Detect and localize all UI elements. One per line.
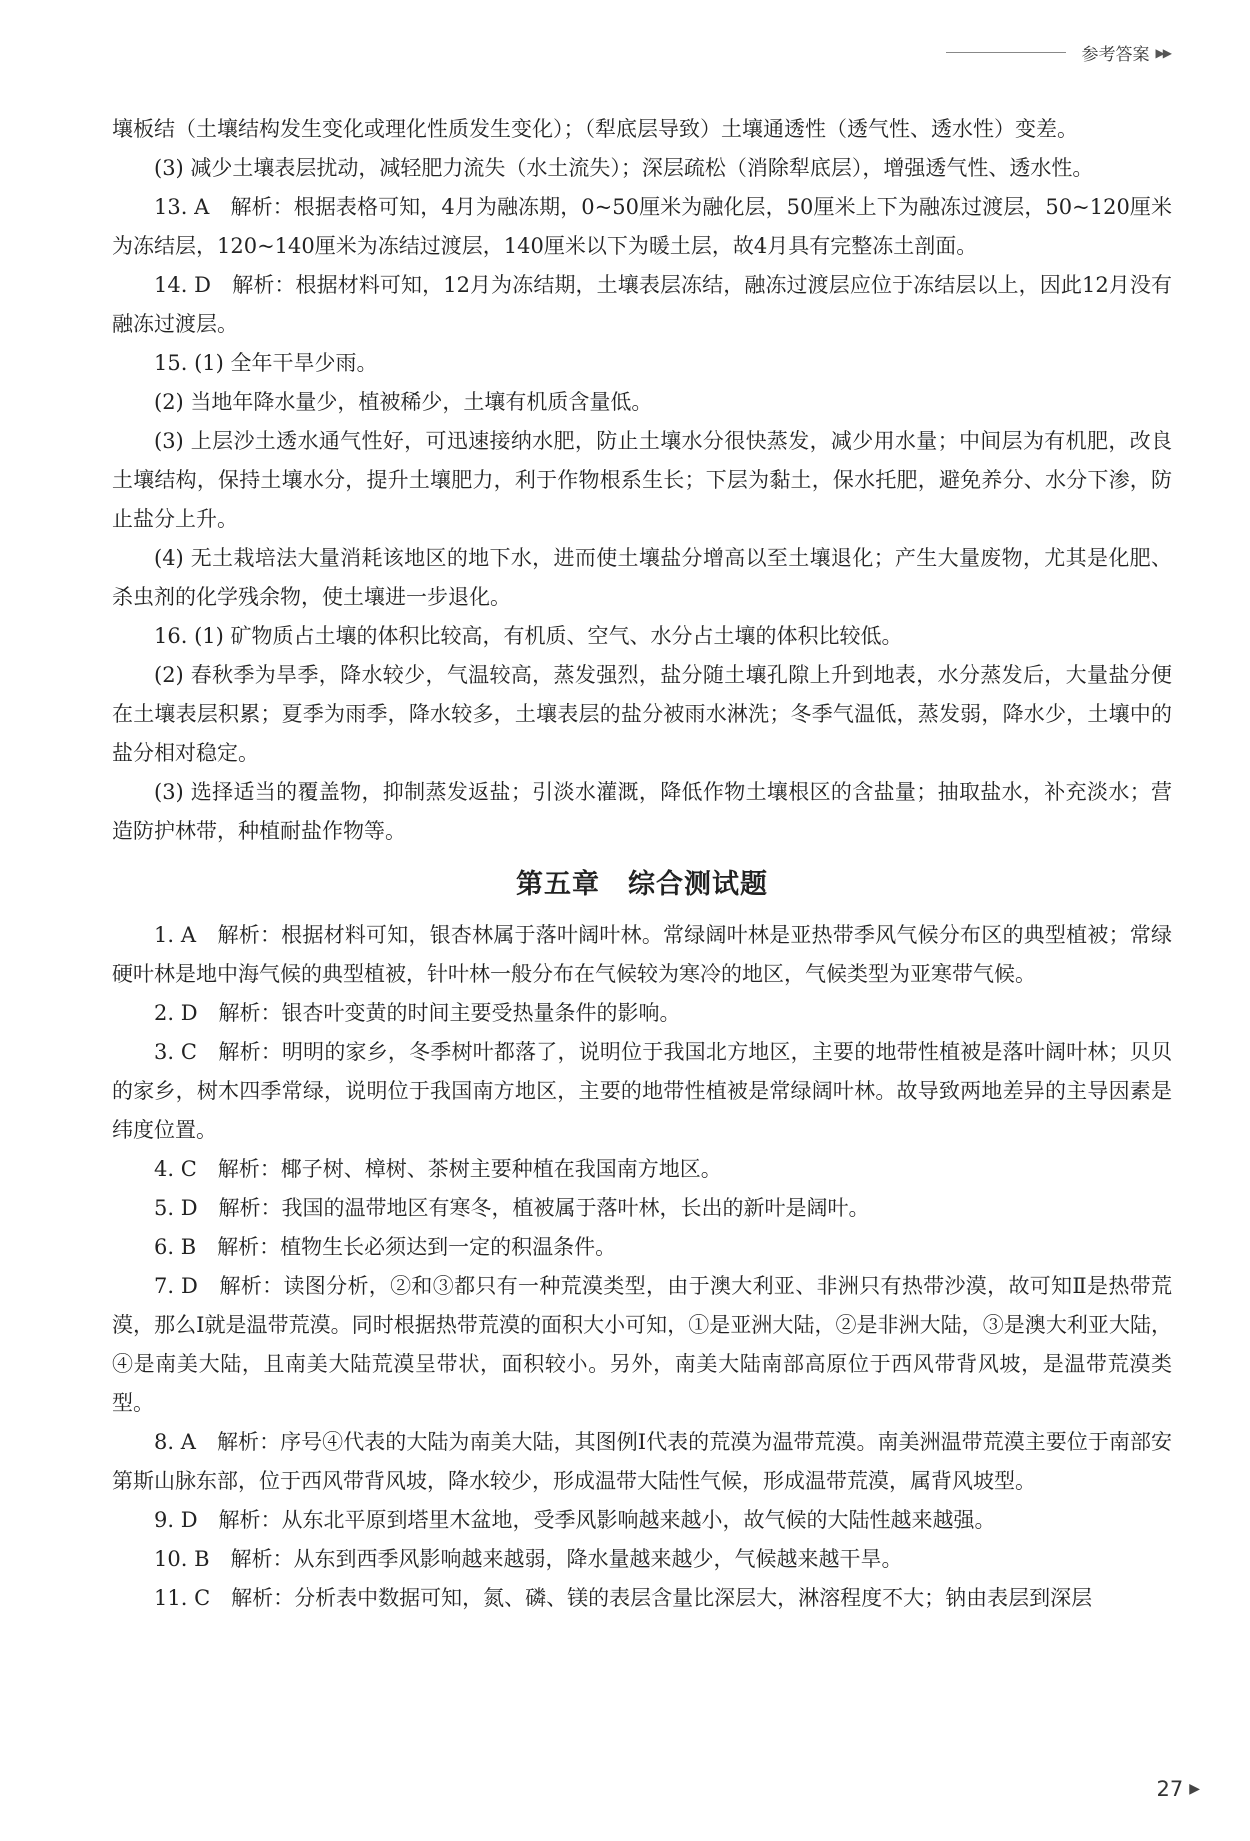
answer-paragraph: 8. A 解析：序号④代表的大陆为南美大陆，其图例Ⅰ代表的荒漠为温带荒漠。南美洲温带荒漠主要位于南部安第斯山脉东部，位于西风带背风坡，降水较少，形成温带大陆性气候，形成温带荒漠，属背风坡型。 (112, 1430, 1172, 1493)
answer-paragraph: 15. (1) 全年干旱少雨。 (154, 351, 378, 375)
answer-paragraph: (2) 当地年降水量少，植被稀少，土壤有机质含量低。 (154, 390, 653, 414)
answer-paragraph: 5. D 解析：我国的温带地区有寒冬，植被属于落叶林，长出的新叶是阔叶。 (154, 1196, 870, 1220)
answer-paragraph: 2. D 解析：银杏叶变黄的时间主要受热量条件的影响。 (154, 1001, 681, 1025)
top-section (112, 110, 1172, 851)
header-arrows-icon: ▶▶ (1155, 45, 1170, 60)
answer-paragraph: (3) 上层沙土透水通气性好，可迅速接纳水肥，防止土壤水分很快蒸发，减少用水量；中间层为有机肥，改良土壤结构，保持土壤水分，提升土壤肥力，利于作物根系生长；下层为黏土，保水托肥，避免养分、水分下渗，防止盐分上升。 (112, 429, 1172, 531)
answer-paragraph: 13. A 解析：根据表格可知，4月为融冻期，0~50厘米为融化层，50厘米上下为融冻过渡层，50~120厘米为冻结层，120~140厘米为冻结过渡层，140厘米以下为暖土层，故4月具有完整冻土剖面。 (112, 195, 1172, 258)
answer-content (112, 110, 1172, 1618)
answer-paragraph: 10. B 解析：从东到西季风影响越来越弱，降水量越来越少，气候越来越干旱。 (154, 1547, 903, 1571)
next-arrow-icon: ▶ (1189, 1781, 1200, 1797)
answer-paragraph: 壤板结（土壤结构发生变化或理化性质发生变化）；（犁底层导致）土壤通透性（透气性、透水性）变差。 (112, 117, 1078, 141)
answer-paragraph: 6. B 解析：植物生长必须达到一定的积温条件。 (154, 1235, 617, 1259)
answer-paragraph: 14. D 解析：根据材料可知，12月为冻结期，土壤表层冻结，融冻过渡层应位于冻结层以上，因此12月没有融冻过渡层。 (112, 273, 1172, 336)
answer-paragraph: (2) 春秋季为旱季，降水较少，气温较高，蒸发强烈，盐分随土壤孔隙上升到地表，水分蒸发后，大量盐分便在土壤表层积累；夏季为雨季，降水较多，土壤表层的盐分被雨水淋洗；冬季气温低，蒸发弱，降水少，土壤中的盐分相对稳定。 (112, 663, 1172, 765)
page-number: 27 (1156, 1777, 1184, 1801)
answer-paragraph: (3) 选择适当的覆盖物，抑制蒸发返盐；引淡水灌溉，降低作物土壤根区的含盐量；抽取盐水，补充淡水；营造防护林带，种植耐盐作物等。 (112, 780, 1172, 843)
answer-paragraph: 3. C 解析：明明的家乡，冬季树叶都落了，说明位于我国北方地区，主要的地带性植被是落叶阔叶林；贝贝的家乡，树木四季常绿，说明位于我国南方地区，主要的地带性植被是常绿阔叶林。故导致两地差异的主导因素是纬度位置。 (112, 1040, 1172, 1142)
header-title: 参考答案 (1081, 45, 1150, 65)
answer-paragraph: 4. C 解析：椰子树、樟树、茶树主要种植在我国南方地区。 (154, 1157, 722, 1181)
answer-paragraph: 11. C 解析：分析表中数据可知，氮、磷、镁的表层含量比深层大，淋溶程度不大；钠由表层到深层 (154, 1586, 1093, 1610)
chapter-title: 第五章 综合测试题 (516, 869, 768, 900)
answer-paragraph: (4) 无土栽培法大量消耗该地区的地下水，进而使土壤盐分增高以至土壤退化；产生大量废物，尤其是化肥、杀虫剂的化学残余物，使土壤进一步退化。 (112, 546, 1172, 609)
answer-paragraph: 7. D 解析：读图分析，②和③都只有一种荒漠类型，由于澳大利亚、非洲只有热带沙漠，故可知Ⅱ是热带荒漠，那么Ⅰ就是温带荒漠。同时根据热带荒漠的面积大小可知，①是亚洲大陆，②是非洲大陆，③是澳大利亚大陆，④是南美大陆，且南美大陆荒漠呈带状，面积较小。另外，南美大陆南部高原位于西风带背风坡，是温带荒漠类型。 (112, 1274, 1172, 1415)
answer-paragraph: 9. D 解析：从东北平原到塔里木盆地，受季风影响越来越小，故气候的大陆性越来越强。 (154, 1508, 996, 1532)
answer-paragraph: (3) 减少土壤表层扰动，减轻肥力流失（水土流失）；深层疏松（消除犁底层），增强透气性、透水性。 (154, 156, 1094, 180)
page-footer (1156, 1777, 1200, 1801)
bottom-section (112, 916, 1172, 1618)
answer-paragraph: 16. (1) 矿物质占土壤的体积比较高，有机质、空气、水分占土壤的体积比较低。 (154, 624, 903, 648)
header-rule (946, 52, 1066, 53)
answer-paragraph: 1. A 解析：根据材料可知，银杏林属于落叶阔叶林。常绿阔叶林是亚热带季风气候分布区的典型植被；常绿硬叶林是地中海气候的典型植被，针叶林一般分布在气候较为寒冷的地区，气候类型为亚寒带气候。 (112, 923, 1172, 986)
page-header (946, 40, 1170, 65)
